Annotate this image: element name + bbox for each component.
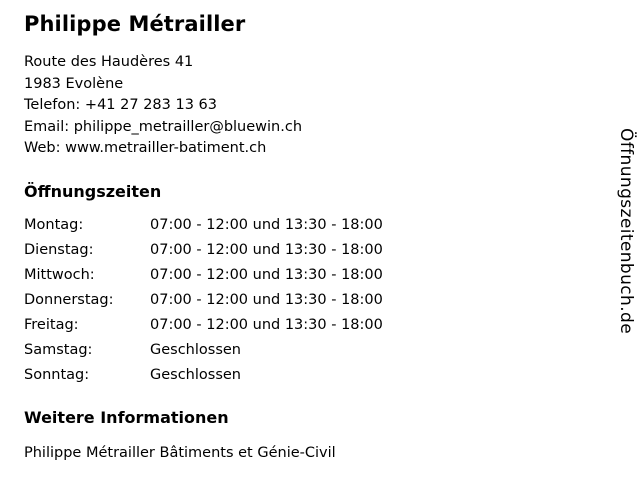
hours-time-value: 07:00 - 12:00 und 13:30 - 18:00 (150, 241, 383, 258)
hours-time-value: 07:00 - 12:00 und 13:30 - 18:00 (150, 316, 383, 333)
website-line: Web: www.metrailler-batiment.ch (24, 140, 267, 156)
hours-time-value: 07:00 - 12:00 und 13:30 - 18:00 (150, 266, 383, 283)
email-line: Email: philippe_metrailler@bluewin.ch (24, 118, 303, 135)
opening-hours-table (24, 217, 383, 392)
content-column (24, 0, 584, 461)
hours-day-label: Dienstag: (24, 241, 94, 258)
watermark-label: Öffnungszeitenbuch.de (616, 128, 636, 335)
address-street: Route des Haudères 41 (24, 54, 194, 70)
table-row (24, 242, 383, 267)
address-city: 1983 Evolène (24, 75, 124, 92)
address-block (24, 52, 584, 160)
phone-line: Telefon: +41 27 283 13 63 (24, 97, 217, 113)
hours-time-value: Geschlossen (150, 341, 241, 358)
table-row (24, 317, 383, 342)
hours-time-value: Geschlossen (150, 366, 241, 383)
hours-time-value: 07:00 - 12:00 und 13:30 - 18:00 (150, 216, 383, 233)
more-information-text: Philippe Métrailler Bâtiments et Génie-Civil (24, 444, 336, 461)
more-information-heading: Weitere Informationen (24, 407, 229, 427)
hours-day-label: Sonntag: (24, 366, 90, 383)
hours-day-label: Donnerstag: (24, 291, 114, 308)
table-row (24, 367, 383, 392)
hours-day-label: Freitag: (24, 316, 79, 333)
hours-day-label: Mittwoch: (24, 266, 95, 283)
table-row (24, 267, 383, 292)
table-row (24, 292, 383, 317)
opening-hours-heading: Öffnungszeiten (24, 181, 162, 201)
table-row (24, 217, 383, 242)
hours-day-label: Samstag: (24, 341, 93, 358)
hours-time-value: 07:00 - 12:00 und 13:30 - 18:00 (150, 291, 383, 308)
page-title: Philippe Métrailler (24, 12, 246, 36)
hours-day-label: Montag: (24, 216, 84, 233)
table-row (24, 342, 383, 367)
